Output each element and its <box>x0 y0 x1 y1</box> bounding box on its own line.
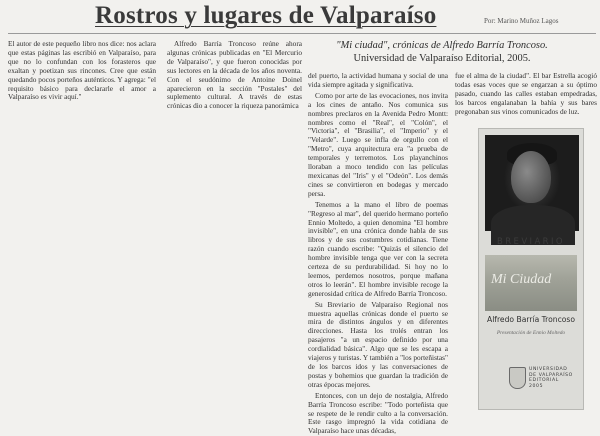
text-column-1 <box>8 40 156 105</box>
university-crest-icon <box>509 367 526 389</box>
text-column-3 <box>308 71 448 436</box>
article-headline: Rostros y lugares de Valparaíso <box>95 2 437 29</box>
author-portrait <box>485 135 579 231</box>
paragraph: Entonces, con un dejo de nostalgia, Alfredo Barría Troncoso escribe: "Todo porteñista que se respete de le rendir culto a la conversación. Este rasgo impregnó la vida cotidiana de Valparaíso hace unas décadas, <box>308 390 448 436</box>
book-author: Alfredo Barría Troncoso <box>487 315 575 324</box>
article-byline: Por: Marino Muñoz Lagos <box>484 17 559 25</box>
publisher-line: EDITORIAL <box>529 378 559 384</box>
header-divider <box>8 33 596 34</box>
paragraph: del puerto, la actividad humana y social de una vida siempre agitada y significativa. <box>308 71 448 89</box>
text-column-2 <box>167 39 302 111</box>
book-series: BREVIARIO <box>497 237 565 247</box>
book-reference-publisher: Universidad de Valparaíso Editorial, 2005. <box>353 52 531 64</box>
publisher-line: DE VALPARAÍSO <box>529 372 573 378</box>
book-reference <box>322 40 562 65</box>
publisher-imprint <box>529 367 581 389</box>
book-preface: Presentación de Ennio Moltedo <box>496 330 566 336</box>
paragraph: Alfredo Barría Troncoso reúne ahora algunas crónicas publicadas en "El Mercurio de Valparaíso", y que fueron conocidas por sus lectores en la década de los años noventa. Con el seudónimo de Antoine Doinel aparecieron en la sección "Postales" del suplemento cultural. A través de estas crónicas dio a conocer la riqueza panorámica <box>167 39 302 111</box>
publisher-line: UNIVERSIDAD <box>529 367 568 372</box>
book-cover-image <box>478 128 584 410</box>
paragraph: fue el alma de la ciudad". El bar Estrella acogió todas esas voces que se engarzan a su óptimo pasado, cuando las calles estaban empedradas, los barcos engalanaban la bahía y sus bares pregonaban sus vinos comunicados de luz. <box>455 71 597 116</box>
paragraph: Tenemos a la mano el libro de poemas "Regreso al mar", del querido hermano porteño Ennio Moltedo, a quien denomina "El hombre invisible", en una crónica donde habla de sus libros y de sus costumbres cotidianas. Tiene razón cuando escribe: "Quizás el silencio del hombre invisible tenga que ver con la secreta certeza de su perdurabilidad. Si hoy no lo leemos, perdemos nosotros, porque mañana otros lo leerán". El hombre invisible recoge la generosidad crítica de Alfredo Barría Troncoso. <box>308 199 448 298</box>
book-title: Mi Ciudad <box>491 272 552 287</box>
book-reference-title: "Mi ciudad", crónicas de Alfredo Barría Troncoso. <box>336 40 548 51</box>
paragraph: El autor de este pequeño libro nos dice: nos aclara que estas páginas las escribió en Valparaíso, para que no lo confundan con los forasteros que exaltan y poetizan sus rincones. Cree que están quedando pocos porteños auténticos. Y agrega: "el requisito básico para declararle el amor a Valparaíso es vivir aquí." <box>8 39 156 102</box>
publisher-line: 2005 <box>529 383 544 389</box>
paragraph: Como por arte de las evocaciones, nos invita a los cines de antaño. Nos comunica sus nombres preclaros en la Avenida Pedro Montt: nombres como el "Real", el "Colón", el "Victoria", el "Brasilia", el "Imperio" y el "Velarde". Luego se infla de orgullo con el "Metro", cuya arquitectura era "a prueba de temporales y terremotos. Los playanchinos lloraban a moco tendido con las películas mexicanas del "Iris" y el "Odeón". Los demás cines se convirtieron en bodegas y mercado persa. <box>308 90 448 198</box>
paragraph: Su Breviario de Valparaíso Regional nos muestra aquellas crónicas donde el puerto se mira de distintos ángulos y en diferentes direcciones. Hasta los trolés entran los pasajeros "a un espacio definido por una cordialidad básica". Algo que se les escapa a viajeros y turistas. Y también a "los porteñistas" de los barcos idos y las conversaciones de postas y bohemios que guardan la tradición de otras épocas mejores. <box>308 299 448 389</box>
portrait-face <box>511 151 551 203</box>
